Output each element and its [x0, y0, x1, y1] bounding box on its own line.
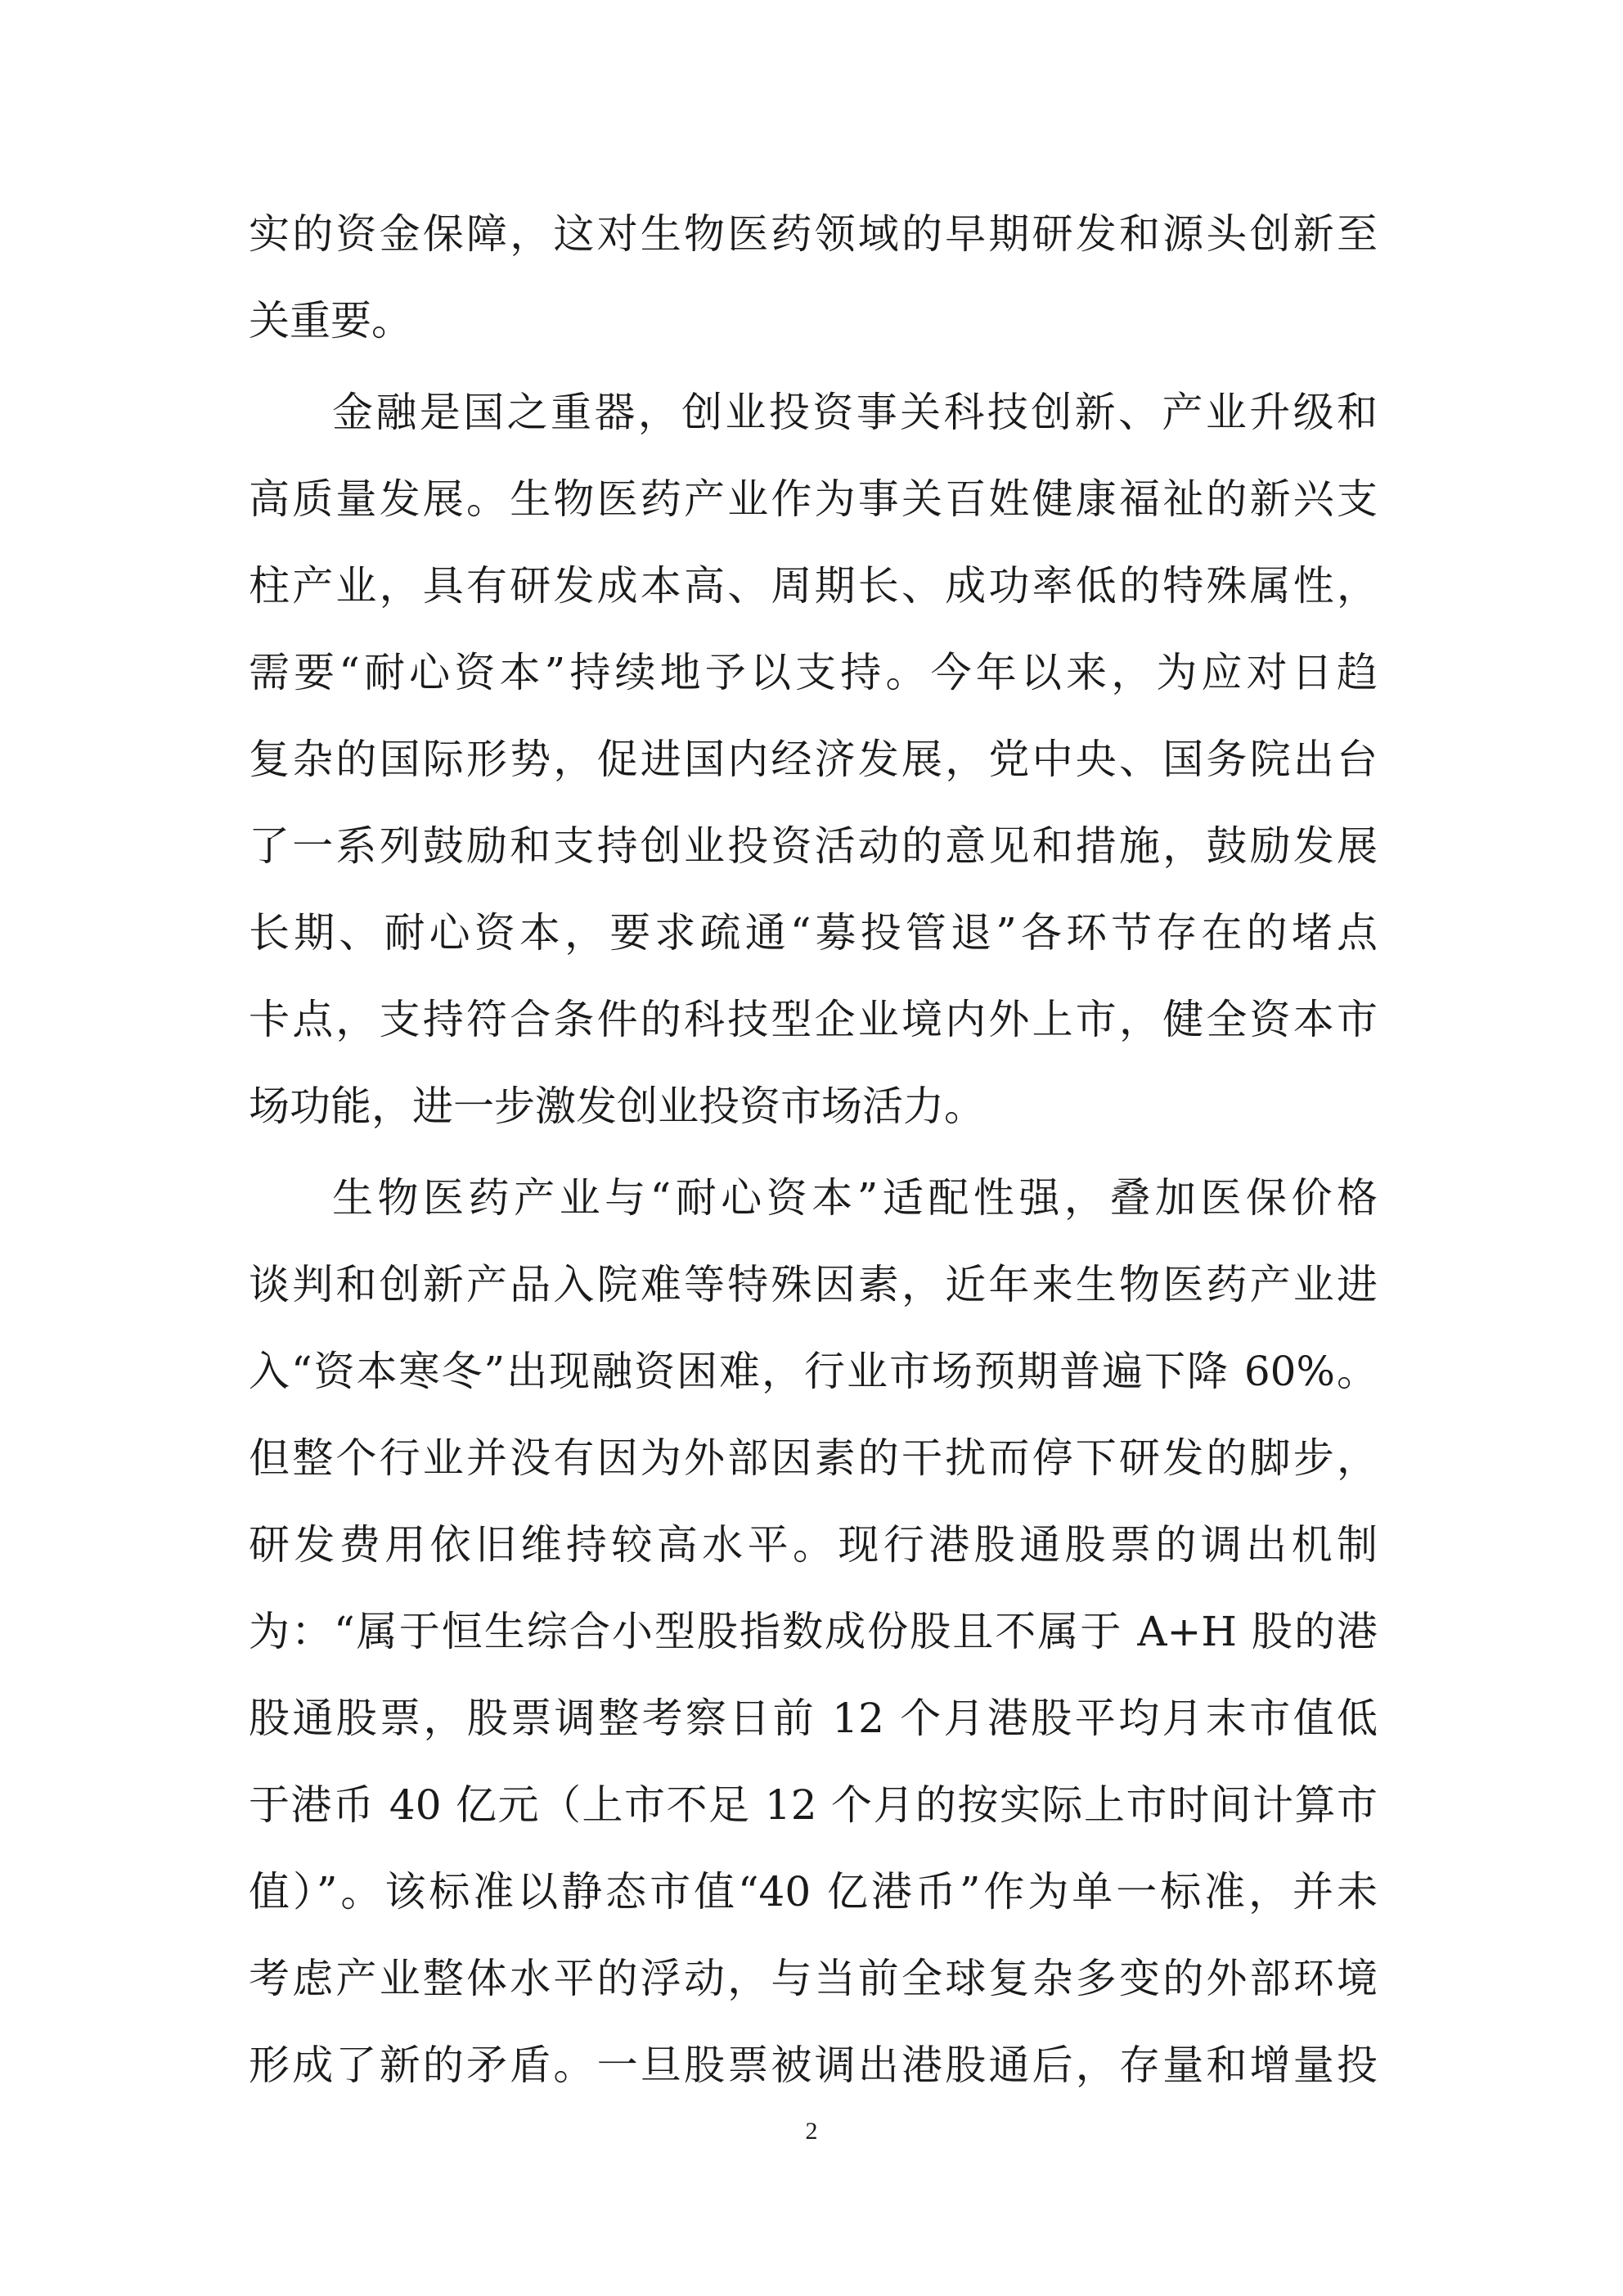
- text-line-11: 场功能，进一步激发创业投资市场活力。: [249, 1083, 985, 1130]
- text-line-9: 长期、耐心资本，要求疏通“募投管退”各环节存在的堵点: [249, 909, 1378, 957]
- text-line-16: 研发费用依旧维持较高水平。现行港股通股票的调出机制: [249, 1521, 1378, 1569]
- paragraph-2-line-1: 金融是国之重器，创业投资事关科技创新、产业升级和: [332, 389, 1378, 436]
- text-line-1: 实的资金保障，这对生物医药领域的早期研发和源头创新至: [249, 210, 1378, 258]
- paragraph-3-line-1: 生物医药产业与“耐心资本”适配性强，叠加医保价格: [332, 1174, 1378, 1222]
- text-line-10: 卡点，支持符合条件的科技型企业境内外上市，健全资本市: [249, 996, 1378, 1043]
- text-line-13: 谈判和创新产品入院难等特殊因素，近年来生物医药产业进: [249, 1261, 1378, 1308]
- page-number: 2: [805, 2118, 818, 2145]
- text-line-19: 于港币 40 亿元（上市不足 12 个月的按实际上市时间计算市: [249, 1781, 1378, 1829]
- text-line-17: 为：“属于恒生综合小型股指数成份股且不属于 A+H 股的港: [249, 1608, 1378, 1655]
- text-line-21: 考虑产业整体水平的浮动，与当前全球复杂多变的外部环境: [249, 1955, 1378, 2002]
- text-line-2: 关重要。: [249, 297, 412, 344]
- text-line-8: 了一系列鼓励和支持创业投资活动的意见和措施，鼓励发展: [249, 822, 1378, 870]
- text-line-7: 复杂的国际形势，促进国内经济发展，党中央、国务院出台: [249, 736, 1378, 783]
- text-line-22: 形成了新的矛盾。一旦股票被调出港股通后，存量和增量投: [249, 2042, 1378, 2089]
- text-line-15: 但整个行业并没有因为外部因素的干扰而停下研发的脚步，: [249, 1434, 1378, 1482]
- text-line-4: 高质量发展。生物医药产业作为事关百姓健康福祉的新兴支: [249, 475, 1378, 523]
- text-line-20: 值）”。该标准以静态市值“40 亿港币”作为单一标准，并未: [249, 1868, 1378, 1916]
- text-line-5: 柱产业，具有研发成本高、周期长、成功率低的特殊属性，: [249, 562, 1378, 610]
- text-line-18: 股通股票，股票调整考察日前 12 个月港股平均月末市值低: [249, 1695, 1378, 1742]
- text-line-6: 需要“耐心资本”持续地予以支持。今年以来，为应对日趋: [249, 649, 1378, 696]
- text-line-14: 入“资本寒冬”出现融资困难，行业市场预期普遍下降 60%。: [249, 1348, 1378, 1395]
